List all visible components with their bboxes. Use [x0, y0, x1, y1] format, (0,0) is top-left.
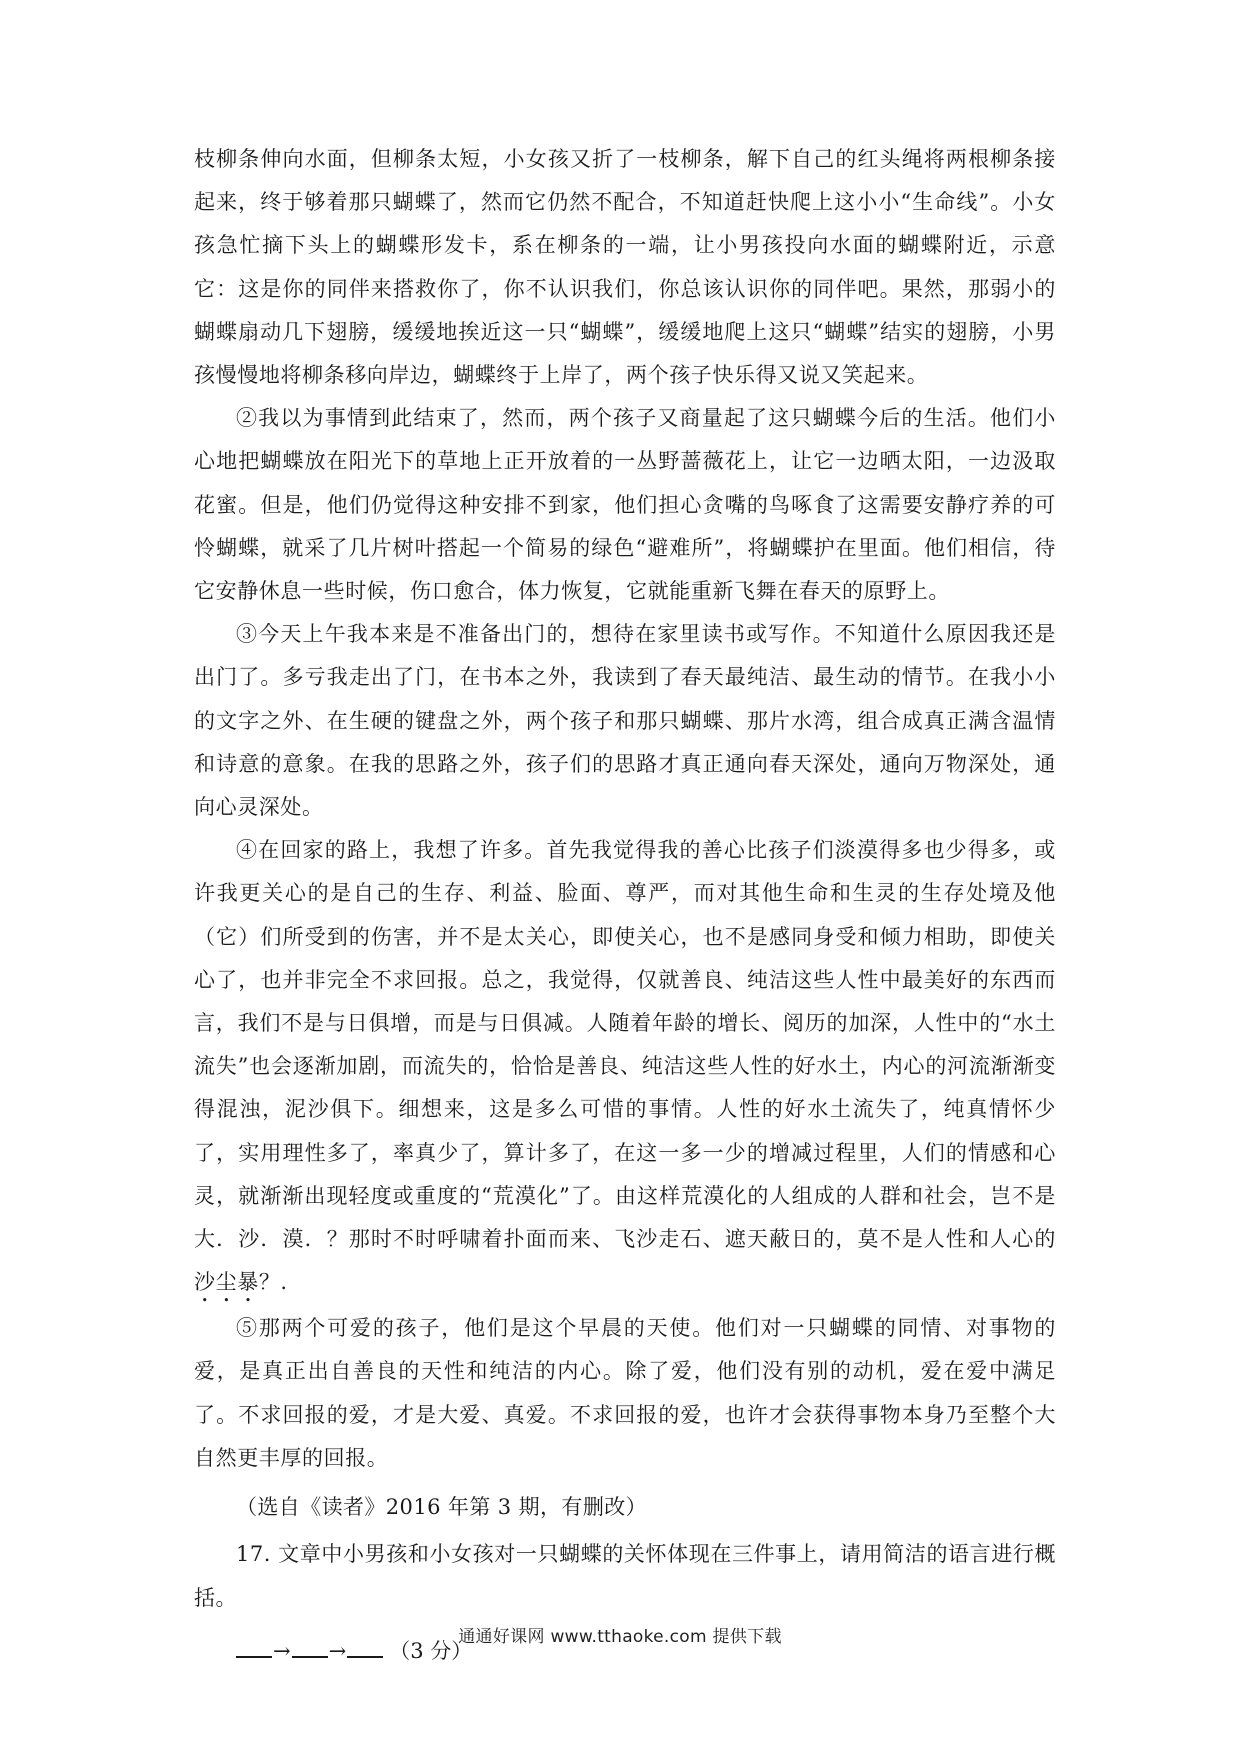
paragraph-continued: 枝柳条伸向水面，但柳条太短，小女孩又折了一枝柳条，解下自己的红头绳将两根柳条接起来，终于够着那只蝴蝶了，然而它仍然不配合，不知道赶快爬上这小小“生命线”。小女孩急忙摘下头上的蝴蝶形发卡，系在柳条的一端，让小男孩投向水面的蝴蝶附近，示意它：这是你的同伴来搭救你了，你不认识我们，你总该认识你的同伴吧。果然，那弱小的蝴蝶扇动几下翅膀，缓缓地挨近这一只“蝴蝶”，缓缓地爬上这只“蝴蝶”结实的翅膀，小男孩慢慢地将柳条移向岸边，蝴蝶终于上岸了，两个孩子快乐得又说又笑起来。	[194, 147, 1056, 388]
paragraph-4-end: ？.	[258, 1270, 288, 1295]
paragraph-2: ②我以为事情到此结束了，然而，两个孩子又商量起了这只蝴蝶今后的生活。他们小心地把蝴蝶放在阳光下的草地上正开放着的一丛野蔷薇花上，让它一边晒太阳，一边汲取花蜜。但是，他们仍觉得这种安排不到家，他们担心贪嘴的鸟啄食了这需要安静疗养的可怜蝴蝶，就采了几片树叶搭起一个简易的绿色“避难所”，将蝴蝶护在里面。他们相信，待它安静休息一些时候，伤口愈合，体力恢复，它就能重新飞舞在春天的原野上。	[194, 406, 1056, 604]
paragraph-3: ③今天上午我本来是不准备出门的，想待在家里读书或写作。不知道什么原因我还是出门了。多亏我走出了门，在书本之外，我读到了春天最纯洁、最生动的情节。在我小小的文字之外、在生硬的键盘之外，两个孩子和那只蝴蝶、那片水湾，组合成真正满含温情和诗意的意象。在我的思路之外，孩子们的思路才真正通向春天深处，通向万物深处，通向心灵深处。	[194, 622, 1056, 820]
paragraph-4-text: ④在回家的路上，我想了许多。首先我觉得我的善心比孩子们淡漠得多也少得多，或许我更关心的是自己的生存、利益、脸面、尊严，而对其他生命和生灵的生存处境及他（它）们所受到的伤害，并不是太关心，即使关心，也不是感同身受和倾力相助，即使关心了，也并非完全不求回报。总之，我觉得，仅就善良、纯洁这些人性中最美好的东西而言，我们不是与日俱增，而是与日俱减。人随着年龄的增长、阅历的加深，人性中的“水土流失”也会逐渐加剧，而流失的，恰恰是善良、纯洁这些人性的好水土，内心的河流渐渐变得混浊，泥沙俱下。细想来，这是多么可惜的事情。人性的好水土流失了，纯真情怀少了，实用理性多了，率真少了，算计多了，在这一多一少的增减过程里，人们的情感和心灵，就渐渐出现轻度或重度的“荒漠化”了。由这样荒漠化的人组成的人群和社会，岂不是大．沙．漠．？那时不时呼啸着扑面而来、飞沙走石、遮天蔽日的，莫不是人性和人心的	[194, 838, 1056, 1252]
emphasis-sandstorm: 沙尘暴	[194, 1270, 259, 1295]
arrow-icon: →	[273, 1638, 291, 1663]
paragraph-5: ⑤那两个可爱的孩子，他们是这个早晨的天使。他们对一只蝴蝶的同情、对事物的爱，是真正出自善良的天性和纯洁的内心。除了爱，他们没有别的动机，爱在爱中满足了。不求回报的爱，才是大爱、真爱。不求回报的爱，也许才会获得事物本身乃至整个大自然更丰厚的回报。	[194, 1316, 1056, 1470]
source-citation: （选自《读者》2016 年第 3 期，有删改）	[236, 1495, 648, 1520]
question-17: 17. 文章中小男孩和小女孩对一只蝴蝶的关怀体现在三件事上，请用简洁的语言进行概括。	[194, 1542, 1056, 1610]
score-label: （3 分）	[389, 1638, 473, 1663]
article-page	[194, 138, 1056, 1673]
paragraph-4	[194, 829, 1056, 1307]
page-footer: 通通好课网 www.tthaoke.com 提供下载	[458, 1627, 782, 1647]
arrow-icon: →	[328, 1638, 347, 1663]
